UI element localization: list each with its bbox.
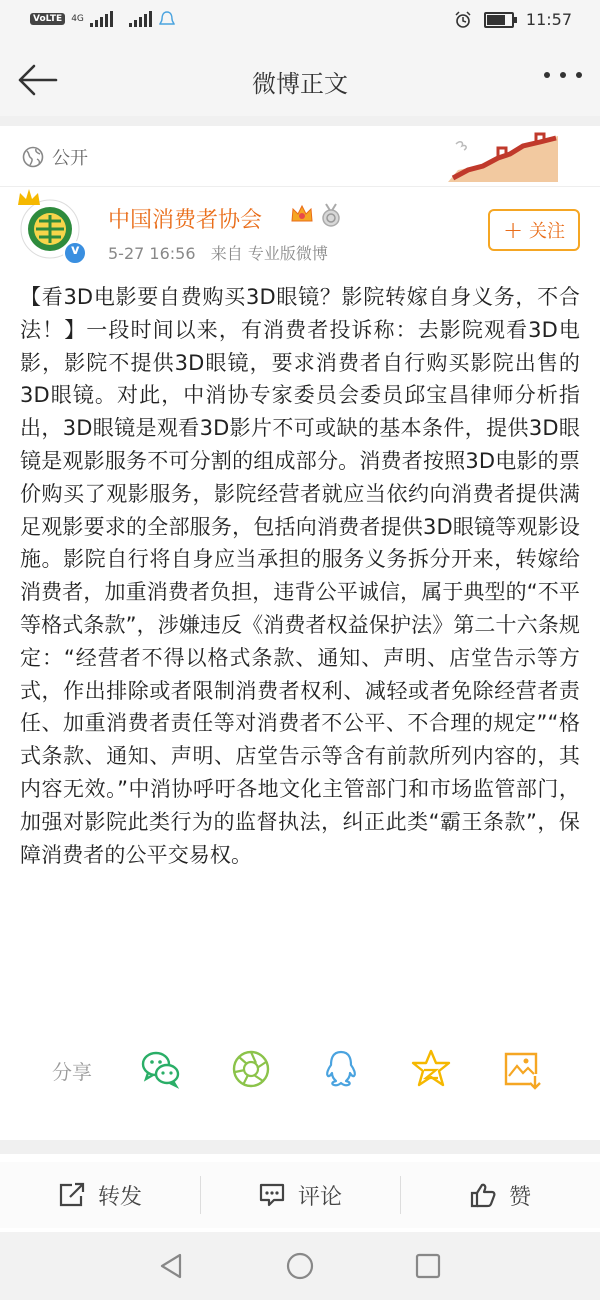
more-options-icon[interactable] xyxy=(544,72,582,78)
section-divider xyxy=(0,116,600,126)
crown-icon xyxy=(16,187,42,207)
save-image-icon[interactable] xyxy=(500,1048,542,1090)
signal-2-icon xyxy=(129,11,152,27)
post-meta xyxy=(108,241,328,264)
repost-label: 转发 xyxy=(97,1184,142,1210)
comment-icon xyxy=(258,1182,286,1208)
action-bar xyxy=(0,1162,600,1228)
status-bar xyxy=(0,0,600,42)
qq-icon[interactable] xyxy=(320,1048,362,1090)
author-name[interactable]: 中国消费者协会 xyxy=(108,208,263,233)
clock: 11:57 xyxy=(525,10,572,29)
verified-icon xyxy=(63,241,87,265)
share-row xyxy=(0,1044,600,1094)
network-type: 4G xyxy=(71,13,84,24)
moments-icon[interactable] xyxy=(230,1048,272,1090)
author-row xyxy=(0,187,600,277)
volte-badge: VoLTE xyxy=(30,13,65,25)
signal-icon xyxy=(90,11,113,27)
visibility-label: 公开 xyxy=(52,148,88,169)
section-divider-bottom xyxy=(0,1140,600,1154)
globe-icon xyxy=(22,146,44,168)
repost-button[interactable] xyxy=(0,1162,200,1228)
repost-icon xyxy=(58,1182,86,1208)
plus-icon: + xyxy=(502,216,524,244)
nav-home-circle-icon[interactable] xyxy=(285,1252,315,1282)
wechat-icon[interactable] xyxy=(140,1048,182,1090)
like-label: 赞 xyxy=(508,1184,531,1210)
qzone-icon[interactable] xyxy=(410,1048,452,1090)
visibility-row xyxy=(0,126,600,187)
post-text: 【看3D电影要自费购买3D眼镜？影院转嫁自身义务，不合法！】一段时间以来，有消费者投诉称：去影院观看3D电影，影院不提供3D眼镜，要求消费者自行购买影院出售的3D眼镜。对此，中消协专家委员会委员邱宝昌律师分析指出，3D眼镜是观看3D影片不可或缺的基本条件，提供3D眼镜是观影服务不可分割的组成部分。消费者按照3D电影的票价购买了观影服务，影院经营者就应当依约向消费者提供满足观影要求的全部服务，包括向消费者提供3D眼镜等观影设施。影院自行将自身应当承担的服务义务拆分开来，转嫁给消费者，加重消费者负担，违背公平诚信，属于典型的“不平等格式条款”，涉嫌违反《消费者权益保护法》第二十六条规定：“经营者不得以格式条款、通知、声明、店堂告示等方式，作出排除或者限制消费者权利、减轻或者免除经营者责任、加重消费者责任等对消费者不公平、不合理的规定”“格式条款、通知、声明、店堂告示等含有前款所列内容的，其内容无效。”中消协呼吁各地文化主管部门和市场监管部门，加强对影院此类行为的监督执法，纠正此类“霸王条款”，保障消费者的公平交易权。 xyxy=(20,285,580,867)
system-nav-bar xyxy=(0,1232,600,1300)
medal-icon xyxy=(320,203,342,227)
vip-crown-icon xyxy=(290,203,314,225)
follow-label: 关注 xyxy=(529,221,566,242)
follow-button[interactable] xyxy=(488,209,580,251)
nav-recents-square-icon[interactable] xyxy=(414,1252,442,1280)
comment-button[interactable] xyxy=(200,1162,400,1228)
status-left xyxy=(30,10,176,28)
nav-back-triangle-icon[interactable] xyxy=(158,1252,184,1280)
post-source: 来自 专业版微博 xyxy=(210,244,328,263)
battery-icon xyxy=(484,12,514,28)
page-title: 微博正文 xyxy=(252,70,348,98)
alarm-icon xyxy=(454,11,472,29)
status-right xyxy=(454,10,572,29)
great-wall-decoration-icon xyxy=(448,132,558,182)
author-badges xyxy=(290,203,342,227)
share-label: 分享 xyxy=(52,1060,92,1084)
like-button[interactable] xyxy=(400,1162,600,1228)
nav-bar xyxy=(0,42,600,116)
post-date: 5-27 16:56 xyxy=(108,244,196,263)
thumbs-up-icon xyxy=(469,1182,497,1208)
comment-label: 评论 xyxy=(297,1184,342,1210)
notification-icon xyxy=(158,10,176,28)
